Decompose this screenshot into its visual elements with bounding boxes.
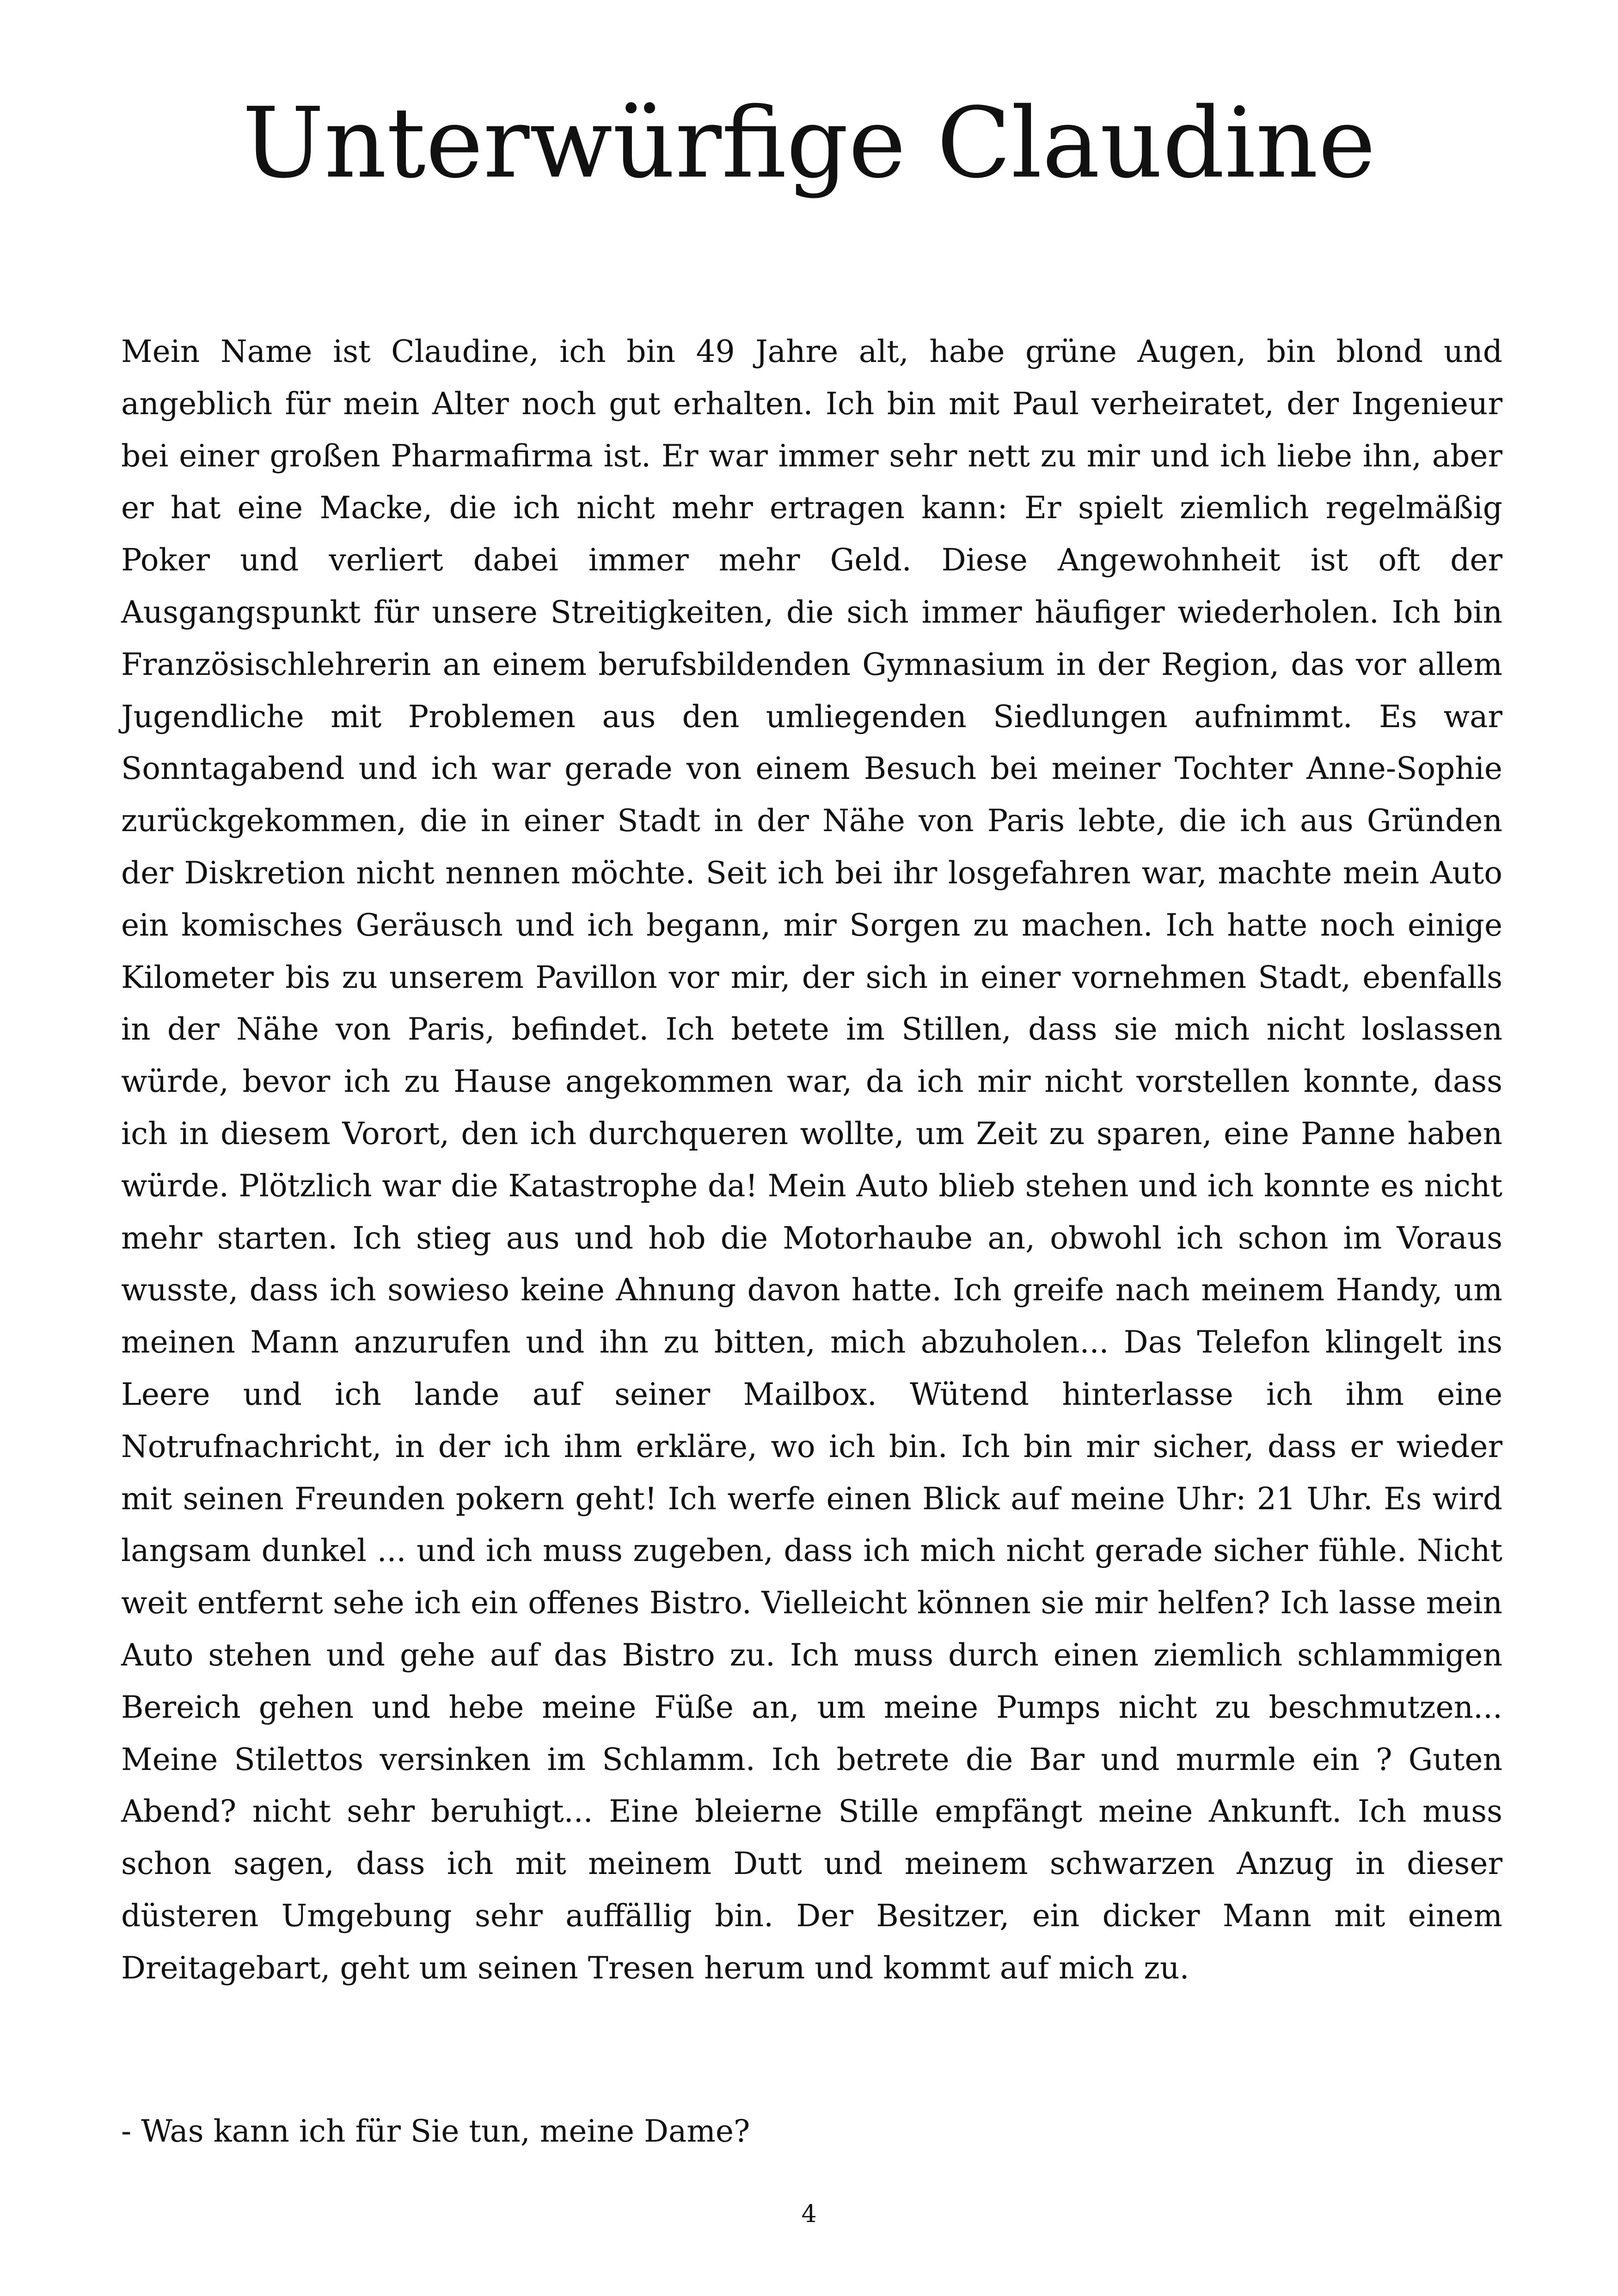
body-paragraph: Mein Name ist Claudine, ich bin 49 Jahre alt, habe grüne Augen, bin blond und angeblich für mein Alter noch gut erhalten. Ich bin mit Paul verheiratet, der Ingenieur bei einer großen Pharmafirma ist. Er war immer sehr nett zu mir und ich liebe ihn, aber er hat eine Macke, die ich nicht mehr ertragen kann: Er spielt ziemlich regelmäßig Poker und verliert dabei immer mehr Geld. Diese Angewohnheit ist oft der Ausgangspunkt für unsere Streitigkeiten, die sich immer häufiger wiederholen. Ich bin Französischlehrerin an einem berufsbildenden Gymnasium in der Region, das vor allem Jugendliche mit Problemen aus den umliegenden Siedlungen aufnimmt. Es war Sonntagabend und ich war gerade von einem Besuch bei meiner Tochter Anne-Sophie zurückgekommen, die in einer Stadt in der Nähe von Paris lebte, die ich aus Gründen der Diskretion nicht nennen möchte. Seit ich bei ihr losgefahren war, machte mein Auto ein komisches Geräusch und ich begann, mir Sorgen zu machen. Ich hatte noch einige Kilometer bis zu unserem Pavillon vor mir, der sich in einer vornehmen Stadt, ebenfalls in der Nähe von Paris, befindet. Ich betete im Stillen, dass sie mich nicht loslassen würde, bevor ich zu Hause angekommen war, da ich mir nicht vorstellen konnte, dass ich in diesem Vorort, den ich durchqueren wollte, um Zeit zu sparen, eine Panne haben würde. Plötzlich war die Katastrophe da! Mein Auto blieb stehen und ich konnte es nicht mehr starten. Ich stieg aus und hob die Motorhaube an, obwohl ich schon im Voraus wusste, dass ich sowieso keine Ahnung davon hatte. Ich greife nach meinem Handy, um meinen Mann anzurufen und ihn zu bitten, mich abzuholen... Das Telefon klingelt ins Leere und ich lande auf seiner Mailbox. Wütend hinterlasse ich ihm eine Notrufnachricht, in der ich ihm erkläre, wo ich bin. Ich bin mir sicher, dass er wieder mit seinen Freunden pokern geht! Ich werfe einen Blick auf meine Uhr: 21 Uhr. Es wird langsam dunkel ... und ich muss zugeben, dass ich mich nicht gerade sicher fühle. Nicht weit entfernt sehe ich ein offenes Bistro. Vielleicht können sie mir helfen? Ich lasse mein Auto stehen und gehe auf das Bistro zu. Ich muss durch einen ziemlich schlammigen Bereich gehen und hebe meine Füße an, um meine Pumps nicht zu beschmutzen... Meine Stilettos versinken im Schlamm. Ich betrete die Bar und murmle ein ? Guten Abend? nicht sehr beruhigt... Eine bleierne Stille empfängt meine Ankunft. Ich muss schon sagen, dass ich mit meinem Dutt und meinem schwarzen Anzug in dieser düsteren Umgebung sehr auffällig bin. Der Besitzer, ein dicker Mann mit einem Dreitagebart, geht um seinen Tresen herum und kommt auf mich zu.	[121, 334, 1502, 1986]
page-number: 4	[801, 2200, 817, 2228]
dialogue-line: - Was kann ich für Sie tun, meine Dame?	[121, 2113, 750, 2149]
page-title: Unterwürfige Claudine	[242, 86, 1376, 200]
